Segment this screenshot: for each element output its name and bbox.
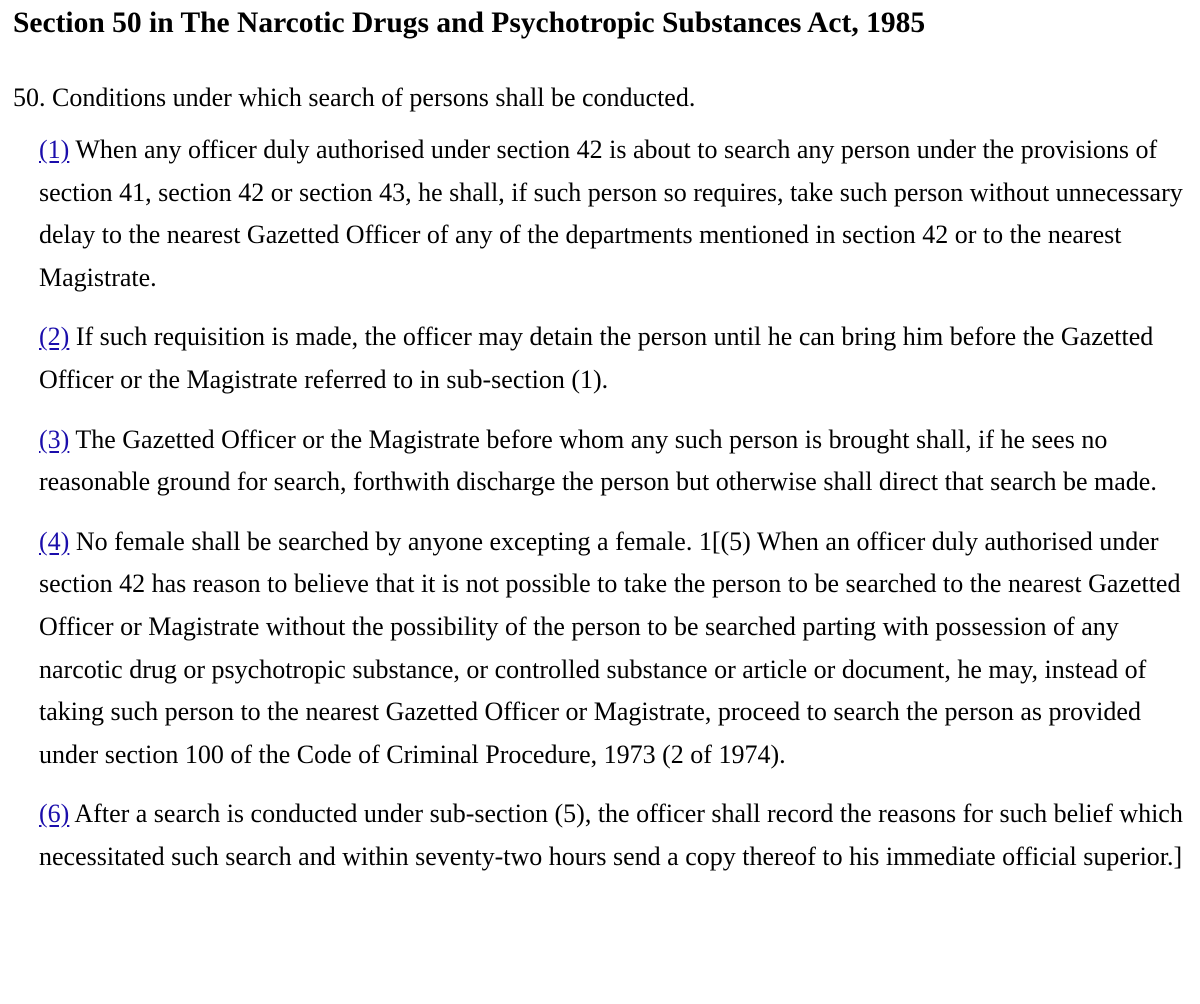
section-heading: 50. Conditions under which search of persons shall be conducted. [13, 83, 696, 112]
subsection-2-link[interactable]: (2) [39, 322, 70, 352]
subsection-2 [39, 316, 1199, 401]
subsection-1-link[interactable]: (1) [39, 135, 70, 164]
page-title: Section 50 in The Narcotic Drugs and Psychotropic Substances Act, 1985 [13, 7, 926, 39]
subsection-6 [39, 793, 1199, 878]
subsection-2-text: If such requisition is made, the officer may detain the person until he can bring him before the Gazetted Officer or the Magistrate referred to in sub-section (1). [39, 322, 1154, 394]
subsection-3-text: The Gazetted Officer or the Magistrate before whom any such person is brought shall, if he sees no reasonable ground for search, forthwith discharge the person but otherwise shall direct that search be made. [39, 424, 1157, 497]
subsection-6-link[interactable]: (6) [39, 799, 70, 829]
subsection-4-text: No female shall be searched by anyone excepting a female. 1[(5) When an officer duly authorised under section 42 has reason to believe that it is not possible to take the person to be searched to the nearest Gazetted Officer or Magistrate without the possibility of the person to be searched parting with possession of any narcotic drug or psychotropic substance, or controlled substance or article or document, he may, instead of taking such person to the nearest Gazetted Officer or Magistrate, proceed to search the person as provided under section 100 of the Code of Criminal Procedure, 1973 (2 of 1974). [39, 526, 1181, 769]
subsection-1-text: When any officer duly authorised under section 42 is about to search any person under the provisions of section 41, section 42 or section 43, he shall, if such person so requires, take such person without unnecessary delay to the nearest Gazetted Officer of any of the departments mentioned in section 42 or to the nearest Magistrate. [39, 135, 1183, 292]
subsection-4-link[interactable]: (4) [39, 526, 70, 556]
subsection-1 [39, 129, 1199, 299]
subsection-list [39, 129, 1199, 896]
subsection-4 [39, 521, 1199, 777]
subsection-6-text: After a search is conducted under sub-section (5), the officer shall record the reasons for such belief which necessitated such search and within seventy-two hours send a copy thereof to his immediate official superior.] [39, 799, 1183, 871]
subsection-3 [39, 419, 1199, 504]
subsection-3-link[interactable]: (3) [39, 424, 70, 454]
